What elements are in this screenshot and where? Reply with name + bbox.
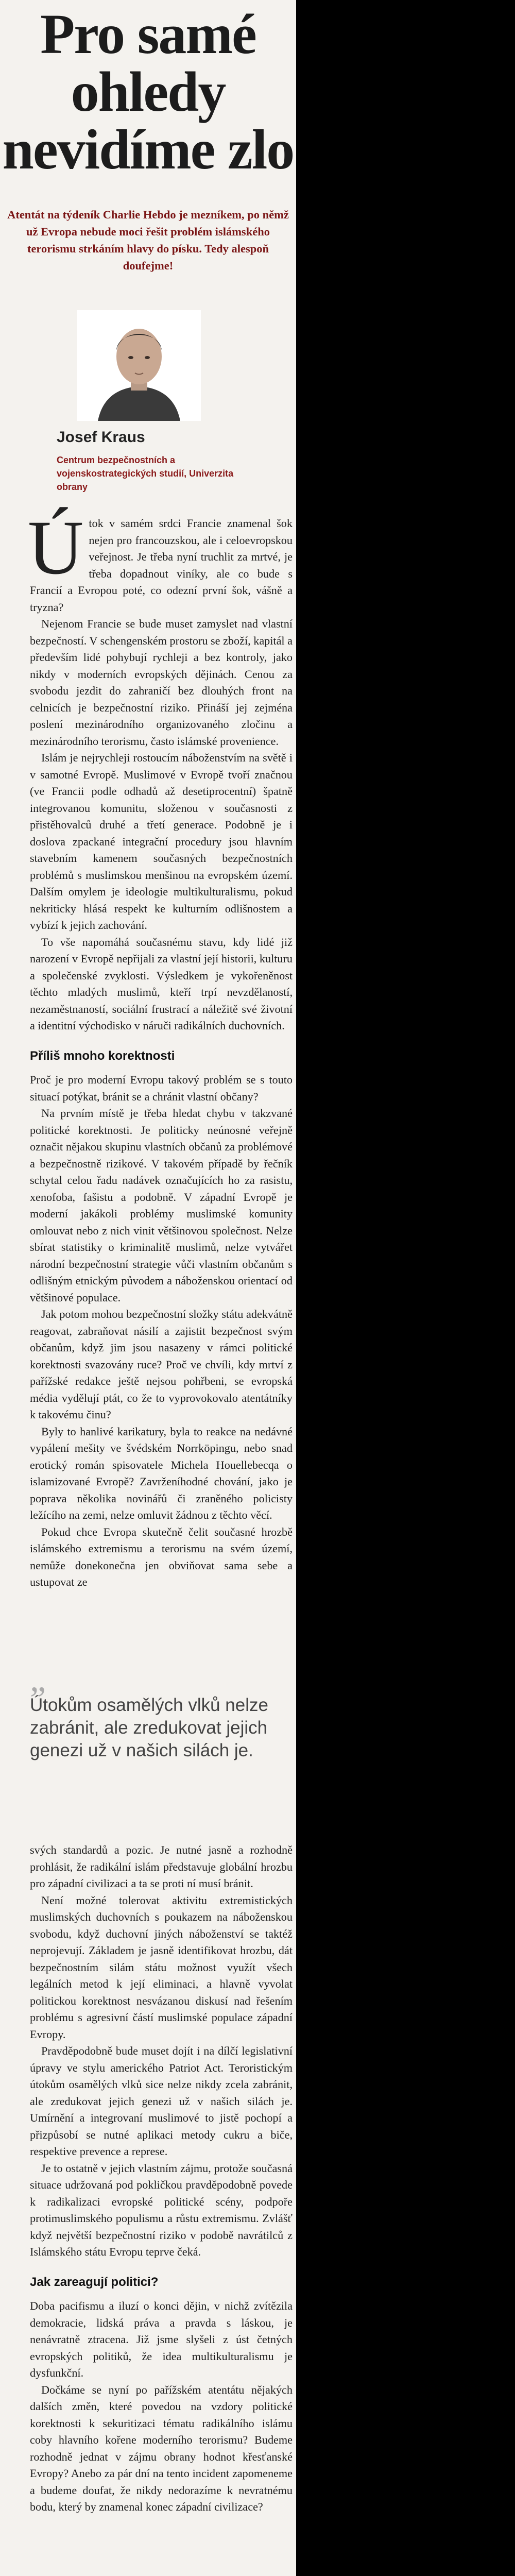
- author-photo-icon: [77, 310, 201, 421]
- deck-subtitle: Atentát na týdeník Charlie Hebdo je mezníkem, po němž už Evropa nebude moci řešit problém islámského terorismu strkáním hlavy do písku. Tedy alespoň doufejme!: [7, 208, 289, 272]
- pull-quote-text: Útokům osamělých vlků nelze zabránit, ale zredukovat jejich genezi už v našich silách je.: [30, 1695, 268, 1760]
- paragraph: Nejenom Francie se bude muset zamyslet nad vlastní bezpečností. V schengenském prostoru se zboží, kapitál a především lidé pohybují rychleji a bez kontroly, jako nikdy v moderních evropských dějinách. Cenou za svobodu jezdit do zahraničí bez dlouhých front na celnicích je bezpečnostní riziko. Přináší jej zejména poslení mezinárodního organizovaného zločinu a mezinárodního terorismu, často islámské provenience.: [30, 617, 293, 748]
- paragraph: svých standardů a pozic. Je nutné jasně a rozhodně prohlásit, že radikální islám představuje globální hrozbu pro západní civilizaci a ta se proti ní musí bránit.: [30, 1843, 293, 1890]
- quote-marks-icon: „: [30, 1659, 46, 1699]
- paragraph: tok v samém srdci Francie znamenal šok nejen pro francouzskou, ale i celoevropskou veřejnost. Je třeba nyní truchlit za mrtvé, je třeba dopadnout viníky, ale co bude s Francií a Evropou poté, co odezní první šok, vášně a tryzna?: [30, 517, 293, 614]
- subheading-2: Jak zareagují politici?: [30, 2275, 159, 2289]
- author-affiliation: Centrum bezpečnostních a vojenskostrategických studií, Univerzita obrany: [57, 455, 234, 492]
- headline: [0, 3, 296, 181]
- author-portrait: [77, 310, 201, 421]
- headline-line-2: ohledy: [71, 60, 226, 123]
- drop-cap: Ú: [28, 505, 84, 590]
- subheading-1: Příliš mnoho korektnosti: [30, 1048, 175, 1063]
- paragraph: Pravděpodobně bude muset dojít i na dílčí legislativní úpravy ve stylu amerického Patriot Act. Teroristickým útokům osamělých vlků sice nelze nikdy zcela zabránit, ale zredukovat jejich genezi už v našich silách je. Umírnění a integrovaní muslimové to jistě pochopí a přizpůsobí se nutné aplikaci metody cukru a biče, respektive prevence a represe.: [30, 2044, 293, 2158]
- paragraph: To vše napomáhá současnému stavu, kdy lidé již narození v Evropě nepřijali za vlastní její historii, kulturu a společenské zvyklosti. Výsledkem je vykořeněnost těchto mladých muslimů, kteří trpí nevzdělaností, nezaměstnaností, sociální frustrací a náležitě své životní a identitní východisko v náruči radikálních duchovních.: [30, 935, 293, 1032]
- author-name: Josef Kraus: [57, 429, 145, 446]
- headline-line-3: nevidíme zlo: [2, 118, 294, 181]
- paragraph: Na prvním místě je třeba hledat chybu v takzvané politické korektnosti. Je politicky neúnosné veřejně označit nějakou skupinu vlastních občanů za problémové a bezpečnostně rizikové. V takovém případě by řečník schytal celou řadu nadávek označujících ho za rasistu, xenofoba, fašistu a podobně. V západní Evropě je moderní jakákoli problémy muslimské komunity omlouvat nebo z nich vinit většinovou společnost. Nelze sbírat statistiky o kriminalitě muslimů, nelze vytvářet národní bezpečnostní strategie vůči vlastním občanům s odlišným etnickým původem a náboženskou orientací od většinové populace.: [30, 1107, 293, 1304]
- paragraph: Islám je nejrychleji rostoucím náboženstvím na světě i v samotné Evropě. Muslimové v Evropě tvoří značnou (ve Francii podle odhadů až desetiprocentní) špatně integrovanou komunitu, složenou v současnosti z přistěhovalců druhé a třetí generace. Podobně je i doslova zpackané integrační procedury jsou hlavním stavebním kamenem současných bezpečnostních problémů s muslimskou menšinou na evropském území. Dalším omylem je ideologie multikulturalismu, pokud nekriticky hlásá respekt ke kulturním odlišnostem a vybízí k jejich zachování.: [30, 751, 293, 931]
- article-body-part-1: [28, 505, 293, 1591]
- paragraph: Je to ostatně v jejich vlastním zájmu, protože současná situace udržovaná pod pokličkou pravděpodobně povede k radikalizaci evropské politické scény, podpoře protimuslimského populismu a růstu extremismu. Zvlášť když největší bezpečnostní riziko v podobě navrátilců z Islámského státu Evropu teprve čeká.: [30, 2161, 293, 2258]
- paragraph: Doba pacifismu a iluzí o konci dějin, v nichž zvítězila demokracie, lidská práva a pravda s láskou, je nenávratně ztracena. Již jsme slyšeli z úst četných evropských politiků, že idea multikulturalismu je dysfunkční.: [30, 2299, 293, 2379]
- paragraph: Pokud chce Evropa skutečně čelit současné hrozbě islámského extremismu a terorismu na svém území, nemůže donekonečna jen obviňovat sama sebe a ustupovat ze: [30, 1525, 293, 1588]
- headline-line-1: Pro samé: [40, 3, 256, 65]
- article-body-part-2: [30, 1842, 293, 2516]
- paragraph: Jak potom mohou bezpečnostní složky státu adekvátně reagovat, zabraňovat násilí a zajistit bezpečnost svým občanům, když jim jsou nasazeny v rámci politické korektnosti svazovány ruce? Proč ve chvíli, kdy mrtví z pařížské redakce ještě nejsou pohřbeni, se evropská média vydělují ptát, co že to vyprovokovalo atentátníky k takovému činu?: [30, 1308, 293, 1421]
- paragraph: Dočkáme se nyní po pařížském atentátu nějakých dalších změn, které povedou na vzdory politické korektnosti k sekuritizaci tématu radikálního islámu coby hlavního kořene moderního terorismu? Budeme rozhodně jednat v zájmu obrany hodnot křesťanské Evropy? Anebo za pár dní na tento incident zapomeneme a budeme doufat, že nikdy nedorazíme k nevratnému bodu, který by znamenal konec západní civilizace?: [30, 2383, 293, 2513]
- paragraph: Není možné tolerovat aktivitu extremistických muslimských duchovních s poukazem na náboženskou svobodu, když duchovní jiných náboženství se taktéž neprojevují. Základem je jasně identifikovat hrozbu, dát bezpečnostním silám státu možnost využít všech legálních metod k její eliminaci, a hlavně vyvolat politickou korektnost nesvázanou diskusí nad řešením problému s agresivní částí muslimské populace západní Evropy.: [30, 1893, 293, 2041]
- paragraph: Proč je pro moderní Evropu takový problém se s touto situací potýkat, bránit se a chránit vlastní občany?: [30, 1073, 293, 1103]
- paragraph: Byly to hanlivé karikatury, byla to reakce na nedávné vypálení mešity ve švédském Norrköpingu, nebo snad erotický román spisovatele Michela Houellebecqa o islamizované Evropě? Zavrženíhodné chování, jako je popravа několika novinářů či zraněného policisty ležícího na zemi, nelze omluvit žádnou z těchto věcí.: [30, 1425, 293, 1521]
- pull-quote: [30, 1659, 287, 1762]
